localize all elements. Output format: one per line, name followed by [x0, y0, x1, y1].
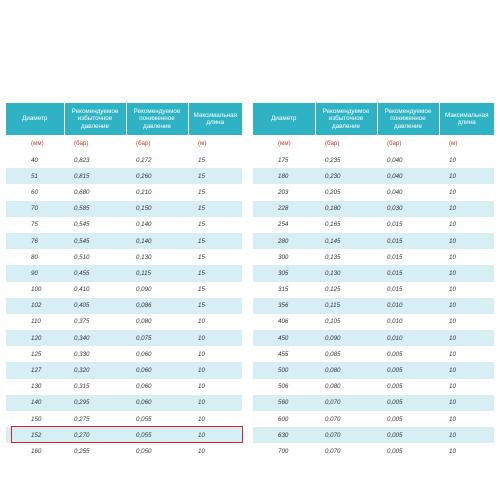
table-row — [253, 201, 494, 217]
cell-overpressure: 0,455 — [64, 265, 126, 281]
cell-underpressure: 0,015 — [377, 249, 439, 265]
table-row — [6, 168, 242, 184]
cell-diameter: 228 — [253, 201, 315, 217]
header-underpressure: Рекомендуемое пониженное давление — [377, 103, 439, 135]
cell-underpressure: 0,005 — [377, 362, 439, 378]
cell-underpressure: 0,030 — [377, 201, 439, 217]
cell-max-length: 10 — [439, 282, 494, 298]
cell-diameter: 125 — [6, 346, 64, 362]
cell-max-length: 10 — [188, 314, 242, 330]
cell-overpressure: 0,823 — [64, 152, 126, 168]
cell-max-length: 15 — [188, 265, 242, 281]
table-row — [6, 346, 242, 362]
cell-underpressure: 0,015 — [377, 233, 439, 249]
cell-underpressure: 0,005 — [377, 395, 439, 411]
cell-diameter: 506 — [253, 379, 315, 395]
units-row — [253, 135, 494, 152]
header-diameter: Диаметр — [253, 103, 315, 135]
cell-overpressure: 0,235 — [315, 152, 377, 168]
cell-max-length: 15 — [188, 249, 242, 265]
cell-max-length: 10 — [439, 346, 494, 362]
cell-max-length: 10 — [439, 395, 494, 411]
table-row — [253, 217, 494, 233]
cell-diameter: 315 — [253, 282, 315, 298]
cell-diameter: 70 — [6, 201, 64, 217]
table-row — [6, 152, 242, 168]
pipe-table-left — [6, 103, 242, 460]
units-row — [6, 135, 242, 152]
table-row — [253, 168, 494, 184]
table-row — [6, 298, 242, 314]
table-row — [253, 298, 494, 314]
cell-diameter: 630 — [253, 427, 315, 443]
cell-diameter: 76 — [6, 233, 64, 249]
unit-diameter: (мм) — [278, 140, 291, 147]
cell-underpressure: 0,015 — [377, 265, 439, 281]
cell-diameter: 305 — [253, 265, 315, 281]
table-row — [6, 265, 242, 281]
cell-diameter: 700 — [253, 443, 315, 459]
header-diameter: Диаметр — [6, 103, 64, 135]
cell-diameter: 160 — [6, 443, 64, 459]
table-row — [6, 427, 242, 443]
unit-overpressure: (бар) — [325, 140, 340, 147]
cell-overpressure: 0,165 — [315, 217, 377, 233]
cell-max-length: 10 — [439, 411, 494, 427]
table-row — [6, 217, 242, 233]
cell-overpressure: 0,330 — [64, 346, 126, 362]
table-row — [6, 330, 242, 346]
cell-diameter: 110 — [6, 314, 64, 330]
cell-underpressure: 0,140 — [126, 233, 188, 249]
cell-diameter: 254 — [253, 217, 315, 233]
cell-max-length: 10 — [439, 314, 494, 330]
unit-diameter: (мм) — [31, 140, 44, 147]
cell-diameter: 356 — [253, 298, 315, 314]
cell-max-length: 15 — [188, 201, 242, 217]
table-row — [253, 346, 494, 362]
cell-max-length: 10 — [439, 427, 494, 443]
cell-max-length: 10 — [188, 330, 242, 346]
cell-diameter: 152 — [6, 427, 64, 443]
cell-diameter: 75 — [6, 217, 64, 233]
table-row — [253, 443, 494, 459]
cell-overpressure: 0,115 — [315, 298, 377, 314]
cell-max-length: 10 — [439, 298, 494, 314]
cell-underpressure: 0,040 — [377, 152, 439, 168]
cell-overpressure: 0,545 — [64, 233, 126, 249]
cell-underpressure: 0,060 — [126, 362, 188, 378]
cell-underpressure: 0,040 — [377, 168, 439, 184]
unit-underpressure: (бар) — [136, 140, 151, 147]
cell-max-length: 10 — [439, 152, 494, 168]
cell-max-length: 15 — [188, 233, 242, 249]
table-row — [253, 265, 494, 281]
table-row — [6, 379, 242, 395]
cell-max-length: 10 — [439, 184, 494, 200]
cell-underpressure: 0,055 — [126, 411, 188, 427]
table-row — [253, 395, 494, 411]
cell-diameter: 60 — [6, 184, 64, 200]
unit-overpressure: (бар) — [74, 140, 89, 147]
pipe-table-right — [253, 103, 494, 460]
cell-overpressure: 0,070 — [315, 411, 377, 427]
cell-underpressure: 0,130 — [126, 249, 188, 265]
table-row — [6, 314, 242, 330]
table-row — [253, 249, 494, 265]
cell-diameter: 203 — [253, 184, 315, 200]
cell-overpressure: 0,205 — [315, 184, 377, 200]
cell-underpressure: 0,005 — [377, 427, 439, 443]
unit-max-length: (м) — [449, 140, 458, 147]
cell-diameter: 100 — [6, 282, 64, 298]
cell-overpressure: 0,080 — [315, 379, 377, 395]
cell-underpressure: 0,010 — [377, 314, 439, 330]
cell-overpressure: 0,135 — [315, 249, 377, 265]
cell-overpressure: 0,340 — [64, 330, 126, 346]
table-row — [253, 314, 494, 330]
cell-overpressure: 0,275 — [64, 411, 126, 427]
cell-max-length: 10 — [439, 217, 494, 233]
cell-diameter: 150 — [6, 411, 64, 427]
table-row — [253, 184, 494, 200]
cell-max-length: 15 — [188, 298, 242, 314]
cell-overpressure: 0,125 — [315, 282, 377, 298]
cell-underpressure: 0,272 — [126, 152, 188, 168]
cell-overpressure: 0,105 — [315, 314, 377, 330]
cell-underpressure: 0,090 — [126, 282, 188, 298]
cell-overpressure: 0,070 — [315, 395, 377, 411]
cell-max-length: 10 — [439, 362, 494, 378]
cell-underpressure: 0,080 — [126, 314, 188, 330]
cell-underpressure: 0,140 — [126, 217, 188, 233]
cell-max-length: 10 — [439, 168, 494, 184]
cell-overpressure: 0,080 — [315, 362, 377, 378]
header-overpressure: Рекомендуемое избыточное давление — [315, 103, 377, 135]
cell-diameter: 130 — [6, 379, 64, 395]
cell-underpressure: 0,040 — [377, 184, 439, 200]
cell-underpressure: 0,060 — [126, 346, 188, 362]
cell-diameter: 80 — [6, 249, 64, 265]
table-row — [6, 411, 242, 427]
cell-diameter: 600 — [253, 411, 315, 427]
cell-underpressure: 0,150 — [126, 201, 188, 217]
cell-underpressure: 0,015 — [377, 282, 439, 298]
cell-overpressure: 0,510 — [64, 249, 126, 265]
cell-max-length: 15 — [188, 184, 242, 200]
cell-max-length: 10 — [439, 249, 494, 265]
cell-overpressure: 0,145 — [315, 233, 377, 249]
table-row — [6, 249, 242, 265]
cell-overpressure: 0,255 — [64, 443, 126, 459]
cell-underpressure: 0,005 — [377, 443, 439, 459]
cell-diameter: 300 — [253, 249, 315, 265]
unit-max-length: (м) — [198, 140, 207, 147]
header-overpressure: Рекомендуемое избыточное давление — [64, 103, 126, 135]
cell-underpressure: 0,210 — [126, 184, 188, 200]
cell-underpressure: 0,260 — [126, 168, 188, 184]
cell-max-length: 10 — [439, 233, 494, 249]
table-row — [6, 443, 242, 459]
cell-diameter: 102 — [6, 298, 64, 314]
header-max-length: Максимальная длина — [439, 103, 494, 135]
cell-overpressure: 0,375 — [64, 314, 126, 330]
cell-max-length: 10 — [188, 411, 242, 427]
cell-diameter: 140 — [6, 395, 64, 411]
cell-overpressure: 0,070 — [315, 443, 377, 459]
cell-underpressure: 0,060 — [126, 379, 188, 395]
cell-overpressure: 0,405 — [64, 298, 126, 314]
cell-max-length: 10 — [188, 379, 242, 395]
cell-max-length: 15 — [188, 217, 242, 233]
unit-underpressure: (бар) — [387, 140, 402, 147]
cell-diameter: 120 — [6, 330, 64, 346]
cell-diameter: 406 — [253, 314, 315, 330]
cell-overpressure: 0,070 — [315, 427, 377, 443]
cell-diameter: 175 — [253, 152, 315, 168]
cell-overpressure: 0,270 — [64, 427, 126, 443]
cell-max-length: 10 — [188, 346, 242, 362]
cell-underpressure: 0,010 — [377, 298, 439, 314]
cell-overpressure: 0,230 — [315, 168, 377, 184]
cell-diameter: 280 — [253, 233, 315, 249]
cell-overpressure: 0,295 — [64, 395, 126, 411]
cell-underpressure: 0,060 — [126, 395, 188, 411]
table-row — [253, 379, 494, 395]
header-underpressure: Рекомендуемое пониженное давление — [126, 103, 188, 135]
table-row — [253, 233, 494, 249]
cell-max-length: 10 — [439, 379, 494, 395]
table-row — [253, 282, 494, 298]
cell-overpressure: 0,315 — [64, 379, 126, 395]
cell-max-length: 10 — [188, 362, 242, 378]
cell-max-length: 15 — [188, 152, 242, 168]
table-row — [6, 395, 242, 411]
table-row — [6, 362, 242, 378]
cell-max-length: 10 — [188, 443, 242, 459]
table-row — [6, 184, 242, 200]
cell-underpressure: 0,055 — [126, 427, 188, 443]
cell-overpressure: 0,680 — [64, 184, 126, 200]
cell-max-length: 10 — [188, 395, 242, 411]
cell-max-length: 15 — [188, 168, 242, 184]
cell-diameter: 500 — [253, 362, 315, 378]
cell-overpressure: 0,180 — [315, 201, 377, 217]
cell-overpressure: 0,410 — [64, 282, 126, 298]
table-row — [253, 152, 494, 168]
header-max-length: Максимальная длина — [188, 103, 242, 135]
cell-underpressure: 0,115 — [126, 265, 188, 281]
cell-diameter: 40 — [6, 152, 64, 168]
cell-max-length: 15 — [188, 282, 242, 298]
table-row — [6, 233, 242, 249]
table-row — [253, 411, 494, 427]
cell-underpressure: 0,015 — [377, 217, 439, 233]
header-row — [6, 103, 242, 135]
table-row — [253, 427, 494, 443]
cell-diameter: 127 — [6, 362, 64, 378]
cell-max-length: 10 — [188, 427, 242, 443]
cell-overpressure: 0,085 — [315, 346, 377, 362]
cell-diameter: 51 — [6, 168, 64, 184]
cell-max-length: 10 — [439, 201, 494, 217]
cell-overpressure: 0,320 — [64, 362, 126, 378]
cell-underpressure: 0,005 — [377, 346, 439, 362]
cell-diameter: 560 — [253, 395, 315, 411]
cell-overpressure: 0,130 — [315, 265, 377, 281]
cell-overpressure: 0,815 — [64, 168, 126, 184]
cell-underpressure: 0,050 — [126, 443, 188, 459]
cell-diameter: 455 — [253, 346, 315, 362]
cell-underpressure: 0,005 — [377, 411, 439, 427]
table-row — [253, 362, 494, 378]
cell-max-length: 10 — [439, 330, 494, 346]
cell-diameter: 450 — [253, 330, 315, 346]
header-row — [253, 103, 494, 135]
cell-max-length: 10 — [439, 265, 494, 281]
cell-underpressure: 0,005 — [377, 379, 439, 395]
cell-overpressure: 0,545 — [64, 217, 126, 233]
cell-overpressure: 0,090 — [315, 330, 377, 346]
table-row — [253, 330, 494, 346]
cell-underpressure: 0,075 — [126, 330, 188, 346]
cell-underpressure: 0,086 — [126, 298, 188, 314]
cell-underpressure: 0,010 — [377, 330, 439, 346]
table-row — [6, 201, 242, 217]
cell-max-length: 10 — [439, 443, 494, 459]
cell-diameter: 90 — [6, 265, 64, 281]
cell-overpressure: 0,585 — [64, 201, 126, 217]
table-row — [6, 282, 242, 298]
cell-diameter: 180 — [253, 168, 315, 184]
